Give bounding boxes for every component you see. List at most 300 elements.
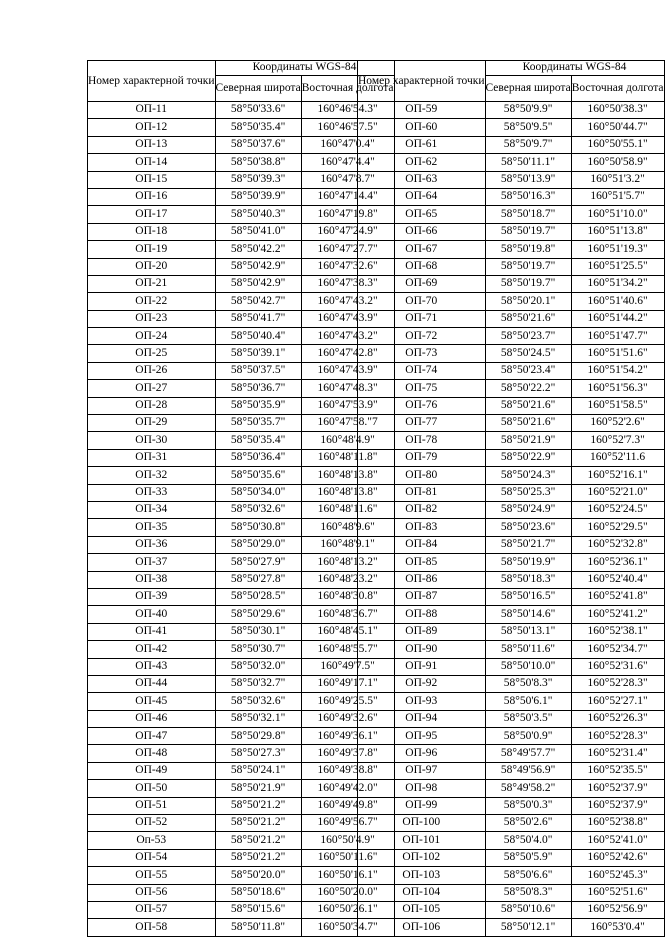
latitude-cell: 58°50'19.7": [485, 258, 571, 275]
longitude-cell: 160°52'28.3": [571, 728, 664, 745]
longitude-cell: 160°50'34.7": [301, 919, 394, 936]
latitude-cell: 58°50'21.6": [485, 415, 571, 432]
table-row: [358, 310, 665, 327]
point-number-cell: ОП-85: [358, 554, 486, 571]
table-row: [358, 136, 665, 153]
latitude-cell: 58°50'35.7": [215, 415, 301, 432]
point-number-cell: ОП-74: [358, 362, 486, 379]
longitude-cell: 160°52'38.1": [571, 623, 664, 640]
latitude-cell: 58°50'21.6": [485, 397, 571, 414]
longitude-cell: 160°47'48.3": [301, 380, 394, 397]
longitude-cell: 160°49'37.8": [301, 745, 394, 762]
table-row: [358, 241, 665, 258]
longitude-cell: 160°51'34.2": [571, 275, 664, 292]
point-number-cell: ОП-26: [88, 362, 216, 379]
latitude-cell: 58°50'9.5": [485, 119, 571, 136]
latitude-cell: 58°50'22.2": [485, 380, 571, 397]
point-number-cell: ОП-100: [358, 815, 486, 832]
point-number-cell: ОП-76: [358, 397, 486, 414]
table-row: [358, 815, 665, 832]
latitude-cell: 58°50'10.6": [485, 901, 571, 918]
latitude-cell: 58°50'23.4": [485, 362, 571, 379]
longitude-cell: 160°52'41.2": [571, 606, 664, 623]
longitude-cell: 160°47'8.7": [301, 171, 394, 188]
point-number-cell: ОП-88: [358, 606, 486, 623]
latitude-cell: 58°50'24.3": [485, 467, 571, 484]
longitude-cell: 160°51'3.2": [571, 171, 664, 188]
point-number-cell: ОП-64: [358, 188, 486, 205]
table-row: [88, 780, 395, 797]
longitude-cell: 160°51'19.3": [571, 241, 664, 258]
longitude-cell: 160°47'53.9": [301, 397, 394, 414]
point-number-cell: ОП-19: [88, 241, 216, 258]
table-row: [358, 171, 665, 188]
latitude-cell: 58°50'37.5": [215, 362, 301, 379]
longitude-cell: 160°47'58."7: [301, 415, 394, 432]
latitude-cell: 58°50'6.1": [485, 693, 571, 710]
latitude-cell: 58°50'38.8": [215, 154, 301, 171]
table-row: [358, 658, 665, 675]
longitude-cell: 160°51'47.7": [571, 328, 664, 345]
table-row: [358, 102, 665, 119]
point-number-cell: ОП-92: [358, 675, 486, 692]
table-row: [358, 867, 665, 884]
longitude-cell: 160°47'4.4": [301, 154, 394, 171]
table-row: [88, 310, 395, 327]
point-number-cell: ОП-106: [358, 919, 486, 936]
longitude-cell: 160°51'40.6": [571, 293, 664, 310]
table-row: [358, 328, 665, 345]
latitude-cell: 58°50'14.6": [485, 606, 571, 623]
table-row: [88, 154, 395, 171]
latitude-cell: 58°50'9.7": [485, 136, 571, 153]
longitude-cell: 160°50'58.9": [571, 154, 664, 171]
longitude-cell: 160°48'55.7": [301, 641, 394, 658]
point-number-cell: ОП-16: [88, 188, 216, 205]
longitude-cell: 160°52'2.6": [571, 415, 664, 432]
latitude-cell: 58°50'21.2": [215, 849, 301, 866]
table-row: [358, 154, 665, 171]
longitude-cell: 160°49'25.5": [301, 693, 394, 710]
longitude-cell: 160°52'34.7": [571, 641, 664, 658]
table-row: [358, 467, 665, 484]
longitude-cell: 160°52'24.5": [571, 501, 664, 518]
table-row: [88, 206, 395, 223]
point-number-cell: ОП-36: [88, 536, 216, 553]
table-row: [88, 188, 395, 205]
latitude-cell: 58°50'2.6": [485, 815, 571, 832]
table-row: [358, 432, 665, 449]
longitude-cell: 160°51'25.5": [571, 258, 664, 275]
longitude-cell: 160°51'13.8": [571, 223, 664, 240]
latitude-cell: 58°50'40.3": [215, 206, 301, 223]
latitude-cell: 58°50'28.5": [215, 588, 301, 605]
latitude-cell: 58°50'21.9": [215, 780, 301, 797]
point-number-cell: ОП-69: [358, 275, 486, 292]
longitude-cell: 160°48'23.2": [301, 571, 394, 588]
header-latitude: Северная широта: [485, 76, 571, 102]
point-number-cell: ОП-51: [88, 797, 216, 814]
point-number-cell: ОП-61: [358, 136, 486, 153]
point-number-cell: ОП-39: [88, 588, 216, 605]
table-row: [88, 415, 395, 432]
longitude-cell: 160°47'0.4": [301, 136, 394, 153]
header-coords-group: Координаты WGS-84: [485, 61, 664, 76]
point-number-cell: ОП-34: [88, 501, 216, 518]
point-number-cell: ОП-17: [88, 206, 216, 223]
longitude-cell: 160°50'16.1": [301, 867, 394, 884]
table-row: [88, 345, 395, 362]
table-row: [358, 901, 665, 918]
table-row: [88, 867, 395, 884]
latitude-cell: 58°50'37.6": [215, 136, 301, 153]
longitude-cell: 160°48'30.8": [301, 588, 394, 605]
table-row: [358, 919, 665, 936]
table-row: [88, 571, 395, 588]
coordinates-table-left: [87, 60, 395, 937]
table-row: [358, 606, 665, 623]
table-row: [88, 606, 395, 623]
latitude-cell: 58°50'29.6": [215, 606, 301, 623]
latitude-cell: 58°50'24.9": [485, 501, 571, 518]
point-number-cell: ОП-43: [88, 658, 216, 675]
latitude-cell: 58°50'32.6": [215, 693, 301, 710]
table-row: [358, 675, 665, 692]
latitude-cell: 58°50'29.0": [215, 536, 301, 553]
point-number-cell: ОП-37: [88, 554, 216, 571]
point-number-cell: ОП-57: [88, 901, 216, 918]
latitude-cell: 58°49'58.2": [485, 780, 571, 797]
table-row: [358, 519, 665, 536]
table-row: [88, 919, 395, 936]
longitude-cell: 160°47'27.7": [301, 241, 394, 258]
longitude-cell: 160°49'32.6": [301, 710, 394, 727]
latitude-cell: 58°50'6.6": [485, 867, 571, 884]
table-row: [358, 380, 665, 397]
point-number-cell: ОП-70: [358, 293, 486, 310]
latitude-cell: 58°50'35.4": [215, 119, 301, 136]
point-number-cell: ОП-83: [358, 519, 486, 536]
table-row: [88, 293, 395, 310]
point-number-cell: ОП-72: [358, 328, 486, 345]
latitude-cell: 58°50'16.5": [485, 588, 571, 605]
latitude-cell: 58°50'35.6": [215, 467, 301, 484]
latitude-cell: 58°50'39.3": [215, 171, 301, 188]
table-row: [88, 641, 395, 658]
latitude-cell: 58°50'11.1": [485, 154, 571, 171]
longitude-cell: 160°50'11.6": [301, 849, 394, 866]
longitude-cell: 160°51'10.0": [571, 206, 664, 223]
table-row: [88, 623, 395, 640]
latitude-cell: 58°50'19.9": [485, 554, 571, 571]
latitude-cell: 58°50'22.9": [485, 449, 571, 466]
point-number-cell: ОП-84: [358, 536, 486, 553]
table-row: [358, 484, 665, 501]
longitude-cell: 160°52'32.8": [571, 536, 664, 553]
point-number-cell: ОП-98: [358, 780, 486, 797]
table-row: [358, 275, 665, 292]
table-row: [358, 397, 665, 414]
table-row: [358, 832, 665, 849]
point-number-cell: ОП-33: [88, 484, 216, 501]
latitude-cell: 58°50'8.3": [485, 675, 571, 692]
latitude-cell: 58°50'21.6": [485, 310, 571, 327]
point-number-cell: ОП-60: [358, 119, 486, 136]
latitude-cell: 58°50'36.4": [215, 449, 301, 466]
longitude-cell: 160°48'13.8": [301, 484, 394, 501]
latitude-cell: 58°50'35.4": [215, 432, 301, 449]
point-number-cell: ОП-58: [88, 919, 216, 936]
latitude-cell: 58°50'0.9": [485, 728, 571, 745]
longitude-cell: 160°52'29.5": [571, 519, 664, 536]
latitude-cell: 58°50'25.3": [485, 484, 571, 501]
longitude-cell: 160°50'55.1": [571, 136, 664, 153]
point-number-cell: ОП-87: [358, 588, 486, 605]
table-row: [88, 815, 395, 832]
point-number-cell: ОП-48: [88, 745, 216, 762]
latitude-cell: 58°50'42.9": [215, 258, 301, 275]
point-number-cell: ОП-90: [358, 641, 486, 658]
table-row: [358, 554, 665, 571]
longitude-cell: 160°47'43.2": [301, 328, 394, 345]
latitude-cell: 58°50'42.7": [215, 293, 301, 310]
point-number-cell: ОП-29: [88, 415, 216, 432]
table-row: [358, 641, 665, 658]
longitude-cell: 160°52'56.9": [571, 901, 664, 918]
table-row: [88, 501, 395, 518]
longitude-cell: 160°47'24.9": [301, 223, 394, 240]
point-number-cell: ОП-99: [358, 797, 486, 814]
point-number-cell: ОП-78: [358, 432, 486, 449]
longitude-cell: 160°52'37.9": [571, 780, 664, 797]
latitude-cell: 58°50'34.0": [215, 484, 301, 501]
point-number-cell: ОП-18: [88, 223, 216, 240]
longitude-cell: 160°53'0.4": [571, 919, 664, 936]
longitude-cell: 160°50'38.3": [571, 102, 664, 119]
table-row: [88, 849, 395, 866]
table-row: [358, 693, 665, 710]
table-row: [88, 693, 395, 710]
point-number-cell: ОП-101: [358, 832, 486, 849]
table-row: [358, 623, 665, 640]
longitude-cell: 160°49'38.8": [301, 762, 394, 779]
longitude-cell: 160°47'14.4": [301, 188, 394, 205]
point-number-cell: ОП-66: [358, 223, 486, 240]
table-row: [88, 519, 395, 536]
table-row: [358, 884, 665, 901]
longitude-cell: 160°48'45.1": [301, 623, 394, 640]
table-row: [88, 275, 395, 292]
table-row: [358, 501, 665, 518]
point-number-cell: ОП-79: [358, 449, 486, 466]
table-row: [88, 449, 395, 466]
table-row: [358, 345, 665, 362]
point-number-cell: ОП-49: [88, 762, 216, 779]
latitude-cell: 58°50'29.8": [215, 728, 301, 745]
table-row: [88, 380, 395, 397]
point-number-cell: ОП-14: [88, 154, 216, 171]
latitude-cell: 58°50'32.7": [215, 675, 301, 692]
table-row: [88, 136, 395, 153]
longitude-cell: 160°51'5.7": [571, 188, 664, 205]
latitude-cell: 58°50'21.2": [215, 832, 301, 849]
latitude-cell: 58°49'57.7": [485, 745, 571, 762]
latitude-cell: 58°50'13.9": [485, 171, 571, 188]
latitude-cell: 58°50'21.2": [215, 797, 301, 814]
point-number-cell: ОП-42: [88, 641, 216, 658]
latitude-cell: 58°50'27.3": [215, 745, 301, 762]
table-row: [88, 171, 395, 188]
point-number-cell: ОП-27: [88, 380, 216, 397]
point-number-cell: ОП-97: [358, 762, 486, 779]
point-number-cell: ОП-41: [88, 623, 216, 640]
longitude-cell: 160°52'36.1": [571, 554, 664, 571]
latitude-cell: 58°50'0.3": [485, 797, 571, 814]
longitude-cell: 160°52'51.6": [571, 884, 664, 901]
latitude-cell: 58°50'40.4": [215, 328, 301, 345]
latitude-cell: 58°50'30.7": [215, 641, 301, 658]
latitude-cell: 58°50'11.8": [215, 919, 301, 936]
latitude-cell: 58°50'36.7": [215, 380, 301, 397]
point-number-cell: ОП-63: [358, 171, 486, 188]
point-number-cell: ОП-22: [88, 293, 216, 310]
table-row: [88, 362, 395, 379]
longitude-cell: 160°49'56.7": [301, 815, 394, 832]
longitude-cell: 160°52'41.0": [571, 832, 664, 849]
longitude-cell: 160°46'57.5": [301, 119, 394, 136]
point-number-cell: ОП-47: [88, 728, 216, 745]
longitude-cell: 160°52'40.4": [571, 571, 664, 588]
latitude-cell: 58°50'10.0": [485, 658, 571, 675]
longitude-cell: 160°49'7.5": [301, 658, 394, 675]
longitude-cell: 160°52'21.0": [571, 484, 664, 501]
latitude-cell: 58°50'30.8": [215, 519, 301, 536]
longitude-cell: 160°50'20.0": [301, 884, 394, 901]
point-number-cell: ОП-54: [88, 849, 216, 866]
latitude-cell: 58°49'56.9": [485, 762, 571, 779]
longitude-cell: 160°51'54.2": [571, 362, 664, 379]
point-number-cell: ОП-89: [358, 623, 486, 640]
longitude-cell: 160°52'11.6: [571, 449, 664, 466]
point-number-cell: ОП-28: [88, 397, 216, 414]
longitude-cell: 160°48'11.6": [301, 501, 394, 518]
latitude-cell: 58°50'16.3": [485, 188, 571, 205]
table-row: [358, 449, 665, 466]
table-row: [358, 745, 665, 762]
table-row: [88, 102, 395, 119]
latitude-cell: 58°50'24.5": [485, 345, 571, 362]
table-row: [358, 206, 665, 223]
point-number-cell: ОП-95: [358, 728, 486, 745]
table-row: [358, 710, 665, 727]
table-row: [358, 119, 665, 136]
latitude-cell: 58°50'35.9": [215, 397, 301, 414]
longitude-cell: 160°52'45.3": [571, 867, 664, 884]
point-number-cell: ОП-11: [88, 102, 216, 119]
latitude-cell: 58°50'13.1": [485, 623, 571, 640]
latitude-cell: 58°50'42.9": [215, 275, 301, 292]
latitude-cell: 58°50'41.7": [215, 310, 301, 327]
point-number-cell: ОП-52: [88, 815, 216, 832]
longitude-cell: 160°47'43.9": [301, 362, 394, 379]
point-number-cell: ОП-35: [88, 519, 216, 536]
longitude-cell: 160°52'42.6": [571, 849, 664, 866]
longitude-cell: 160°48'36.7": [301, 606, 394, 623]
longitude-cell: 160°48'13.2": [301, 554, 394, 571]
point-number-cell: ОП-91: [358, 658, 486, 675]
longitude-cell: 160°47'42.8": [301, 345, 394, 362]
point-number-cell: ОП-21: [88, 275, 216, 292]
point-number-cell: ОП-46: [88, 710, 216, 727]
table-row: [88, 658, 395, 675]
longitude-cell: 160°48'11.8": [301, 449, 394, 466]
point-number-cell: ОП-82: [358, 501, 486, 518]
longitude-cell: 160°52'16.1": [571, 467, 664, 484]
latitude-cell: 58°50'15.6": [215, 901, 301, 918]
longitude-cell: 160°49'49.8": [301, 797, 394, 814]
latitude-cell: 58°50'41.0": [215, 223, 301, 240]
table-row: [88, 728, 395, 745]
point-number-cell: ОП-40: [88, 606, 216, 623]
table-row: [88, 223, 395, 240]
latitude-cell: 58°50'33.6": [215, 102, 301, 119]
point-number-cell: ОП-44: [88, 675, 216, 692]
longitude-cell: 160°50'26.1": [301, 901, 394, 918]
latitude-cell: 58°50'39.1": [215, 345, 301, 362]
point-number-cell: ОП-56: [88, 884, 216, 901]
latitude-cell: 58°50'19.7": [485, 223, 571, 240]
point-number-cell: ОП-71: [358, 310, 486, 327]
table-row: [88, 797, 395, 814]
longitude-cell: 160°52'38.8": [571, 815, 664, 832]
point-number-cell: ОП-20: [88, 258, 216, 275]
table-row: [358, 728, 665, 745]
longitude-cell: 160°52'35.5": [571, 762, 664, 779]
latitude-cell: 58°50'23.6": [485, 519, 571, 536]
latitude-cell: 58°50'42.2": [215, 241, 301, 258]
point-number-cell: ОП-24: [88, 328, 216, 345]
table-row: [88, 554, 395, 571]
table-row: [358, 849, 665, 866]
point-number-cell: ОП-96: [358, 745, 486, 762]
header-point-number: Номер характерной точки: [88, 61, 216, 102]
table-row: [88, 484, 395, 501]
table-row: [358, 223, 665, 240]
point-number-cell: ОП-55: [88, 867, 216, 884]
longitude-cell: 160°47'43.2": [301, 293, 394, 310]
latitude-cell: 58°50'18.7": [485, 206, 571, 223]
latitude-cell: 58°50'18.6": [215, 884, 301, 901]
latitude-cell: 58°50'8.3": [485, 884, 571, 901]
table-row: [88, 467, 395, 484]
latitude-cell: 58°50'4.0": [485, 832, 571, 849]
longitude-cell: 160°51'56.3": [571, 380, 664, 397]
latitude-cell: 58°50'23.7": [485, 328, 571, 345]
longitude-cell: 160°50'44.7": [571, 119, 664, 136]
longitude-cell: 160°51'58.5": [571, 397, 664, 414]
table-row: [88, 536, 395, 553]
point-number-cell: ОП-62: [358, 154, 486, 171]
point-number-cell: ОП-67: [358, 241, 486, 258]
point-number-cell: ОП-30: [88, 432, 216, 449]
latitude-cell: 58°50'5.9": [485, 849, 571, 866]
table-row: [88, 675, 395, 692]
longitude-cell: 160°48'9.1": [301, 536, 394, 553]
longitude-cell: 160°46'54.3": [301, 102, 394, 119]
table-row: [358, 536, 665, 553]
table-row: [88, 832, 395, 849]
table-row: [358, 780, 665, 797]
